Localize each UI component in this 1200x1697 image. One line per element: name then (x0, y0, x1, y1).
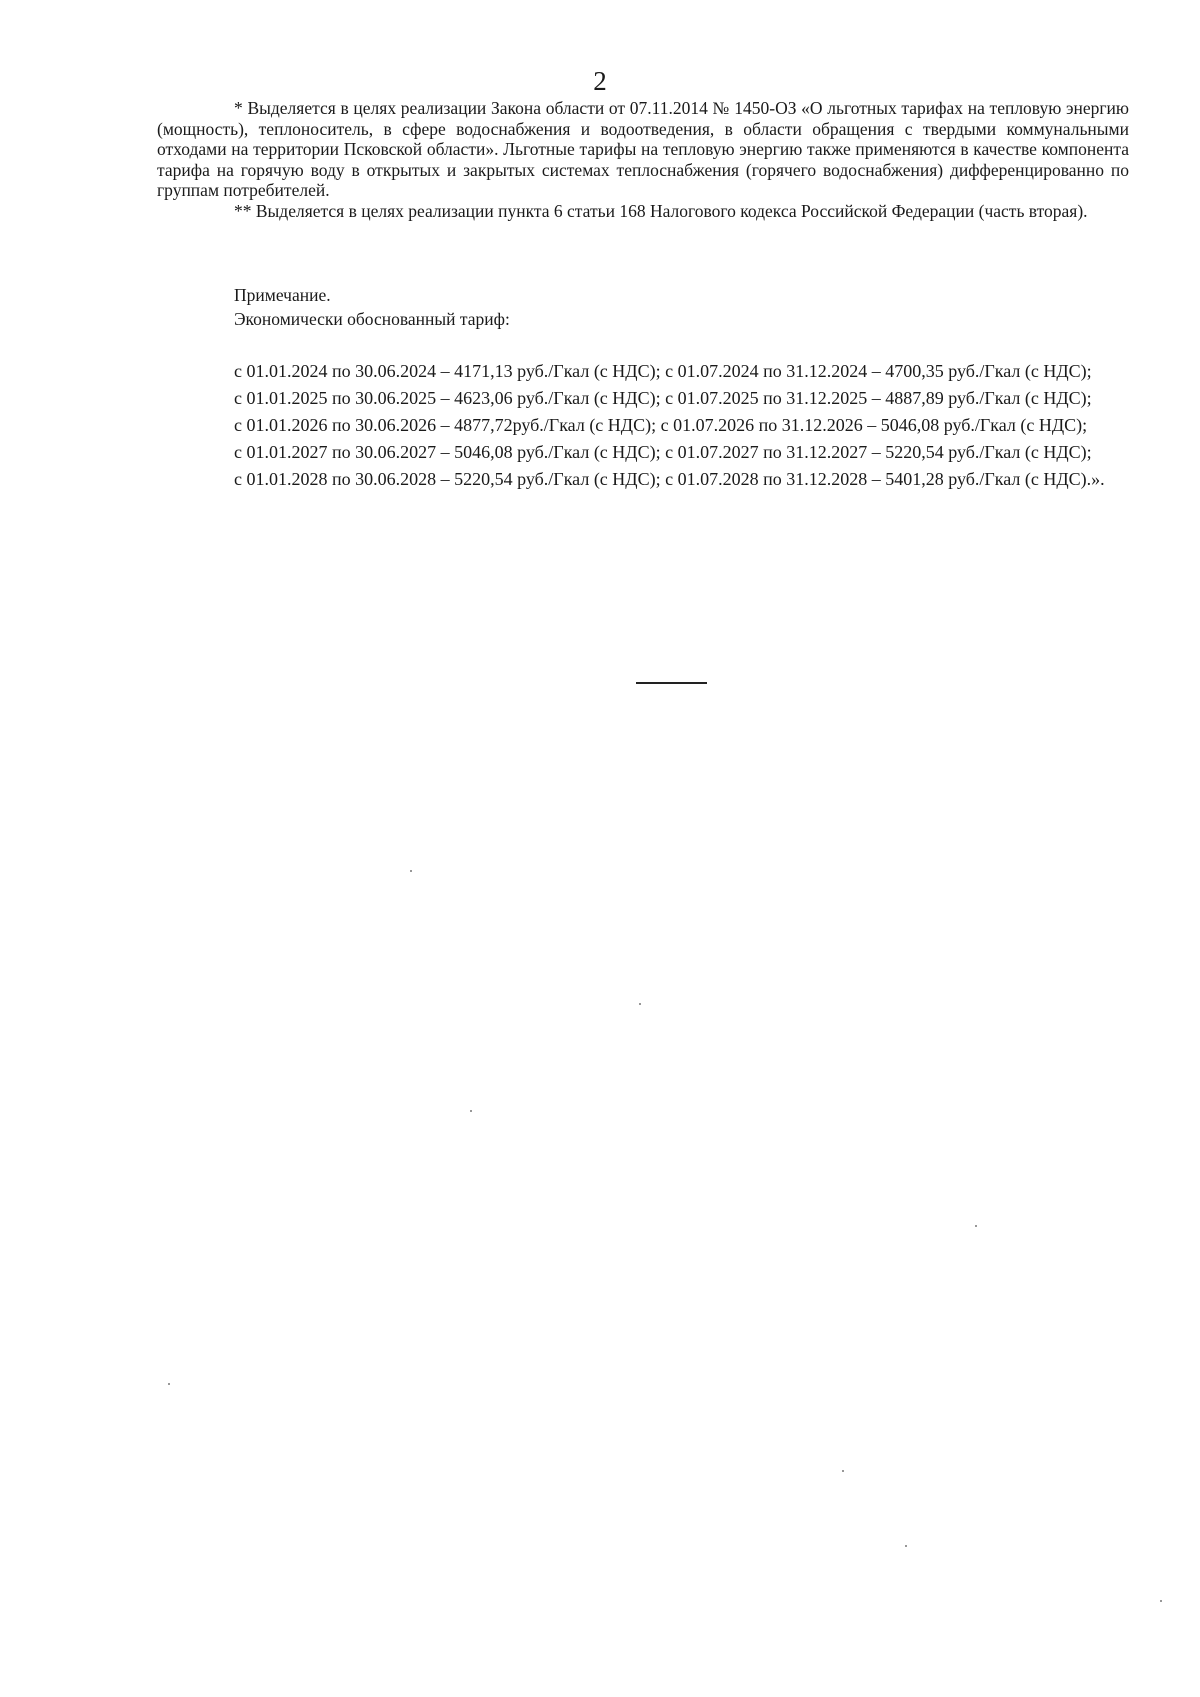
tariff-list (157, 360, 1129, 495)
scan-speck (905, 1545, 907, 1547)
note-section (157, 283, 1129, 331)
tariff-line-2027: с 01.01.2027 по 30.06.2027 – 5046,08 руб./Гкал (с НДС); с 01.07.2027 по 31.12.2027 – 5220,54 руб./Гкал (с НДС); (234, 442, 1092, 462)
end-rule (636, 682, 707, 684)
scan-speck (1160, 1600, 1162, 1602)
scan-speck (842, 1470, 844, 1472)
footnote-single-asterisk: * Выделяется в целях реализации Закона области от 07.11.2014 № 1450-ОЗ «О льготных тарифах на тепловую энергию (мощность), теплоноситель, в сфере водоснабжения и водоотведения, в области обращения с твердыми коммунальными отходами на территории Псковской области». Льготные тарифы на тепловую энергию также применяются в качестве компонента тарифа на горячую воду в открытых и закрытых системах теплоснабжения (горячего водоснабжения) дифференцированно по группам потребителей. (157, 98, 1129, 200)
tariff-line-2025: с 01.01.2025 по 30.06.2025 – 4623,06 руб./Гкал (с НДС); с 01.07.2025 по 31.12.2025 – 4887,89 руб./Гкал (с НДС); (234, 388, 1092, 408)
note-heading: Примечание. (234, 285, 331, 305)
tariff-line-2026: с 01.01.2026 по 30.06.2026 – 4877,72руб./Гкал (с НДС); с 01.07.2026 по 31.12.2026 – 5046,08 руб./Гкал (с НДС); (234, 415, 1088, 435)
tariff-line-2028: с 01.01.2028 по 30.06.2028 – 5220,54 руб./Гкал (с НДС); с 01.07.2028 по 31.12.2028 – 5401,28 руб./Гкал (с НДС).». (234, 469, 1105, 489)
footnote-double-asterisk: ** Выделяется в целях реализации пункта 6 статьи 168 Налогового кодекса Российской Федерации (часть вторая). (234, 200, 1088, 221)
scan-speck (168, 1383, 170, 1385)
tariff-line-2024: с 01.01.2024 по 30.06.2024 – 4171,13 руб./Гкал (с НДС); с 01.07.2024 по 31.12.2024 – 4700,35 руб./Гкал (с НДС); (234, 361, 1092, 381)
scan-speck (410, 870, 412, 872)
scan-speck (639, 1003, 641, 1005)
scan-speck (975, 1225, 977, 1227)
scan-speck (470, 1110, 472, 1112)
footnotes (157, 98, 1129, 221)
note-subheading: Экономически обоснованный тариф: (234, 309, 510, 329)
page-number: 2 (593, 66, 607, 96)
